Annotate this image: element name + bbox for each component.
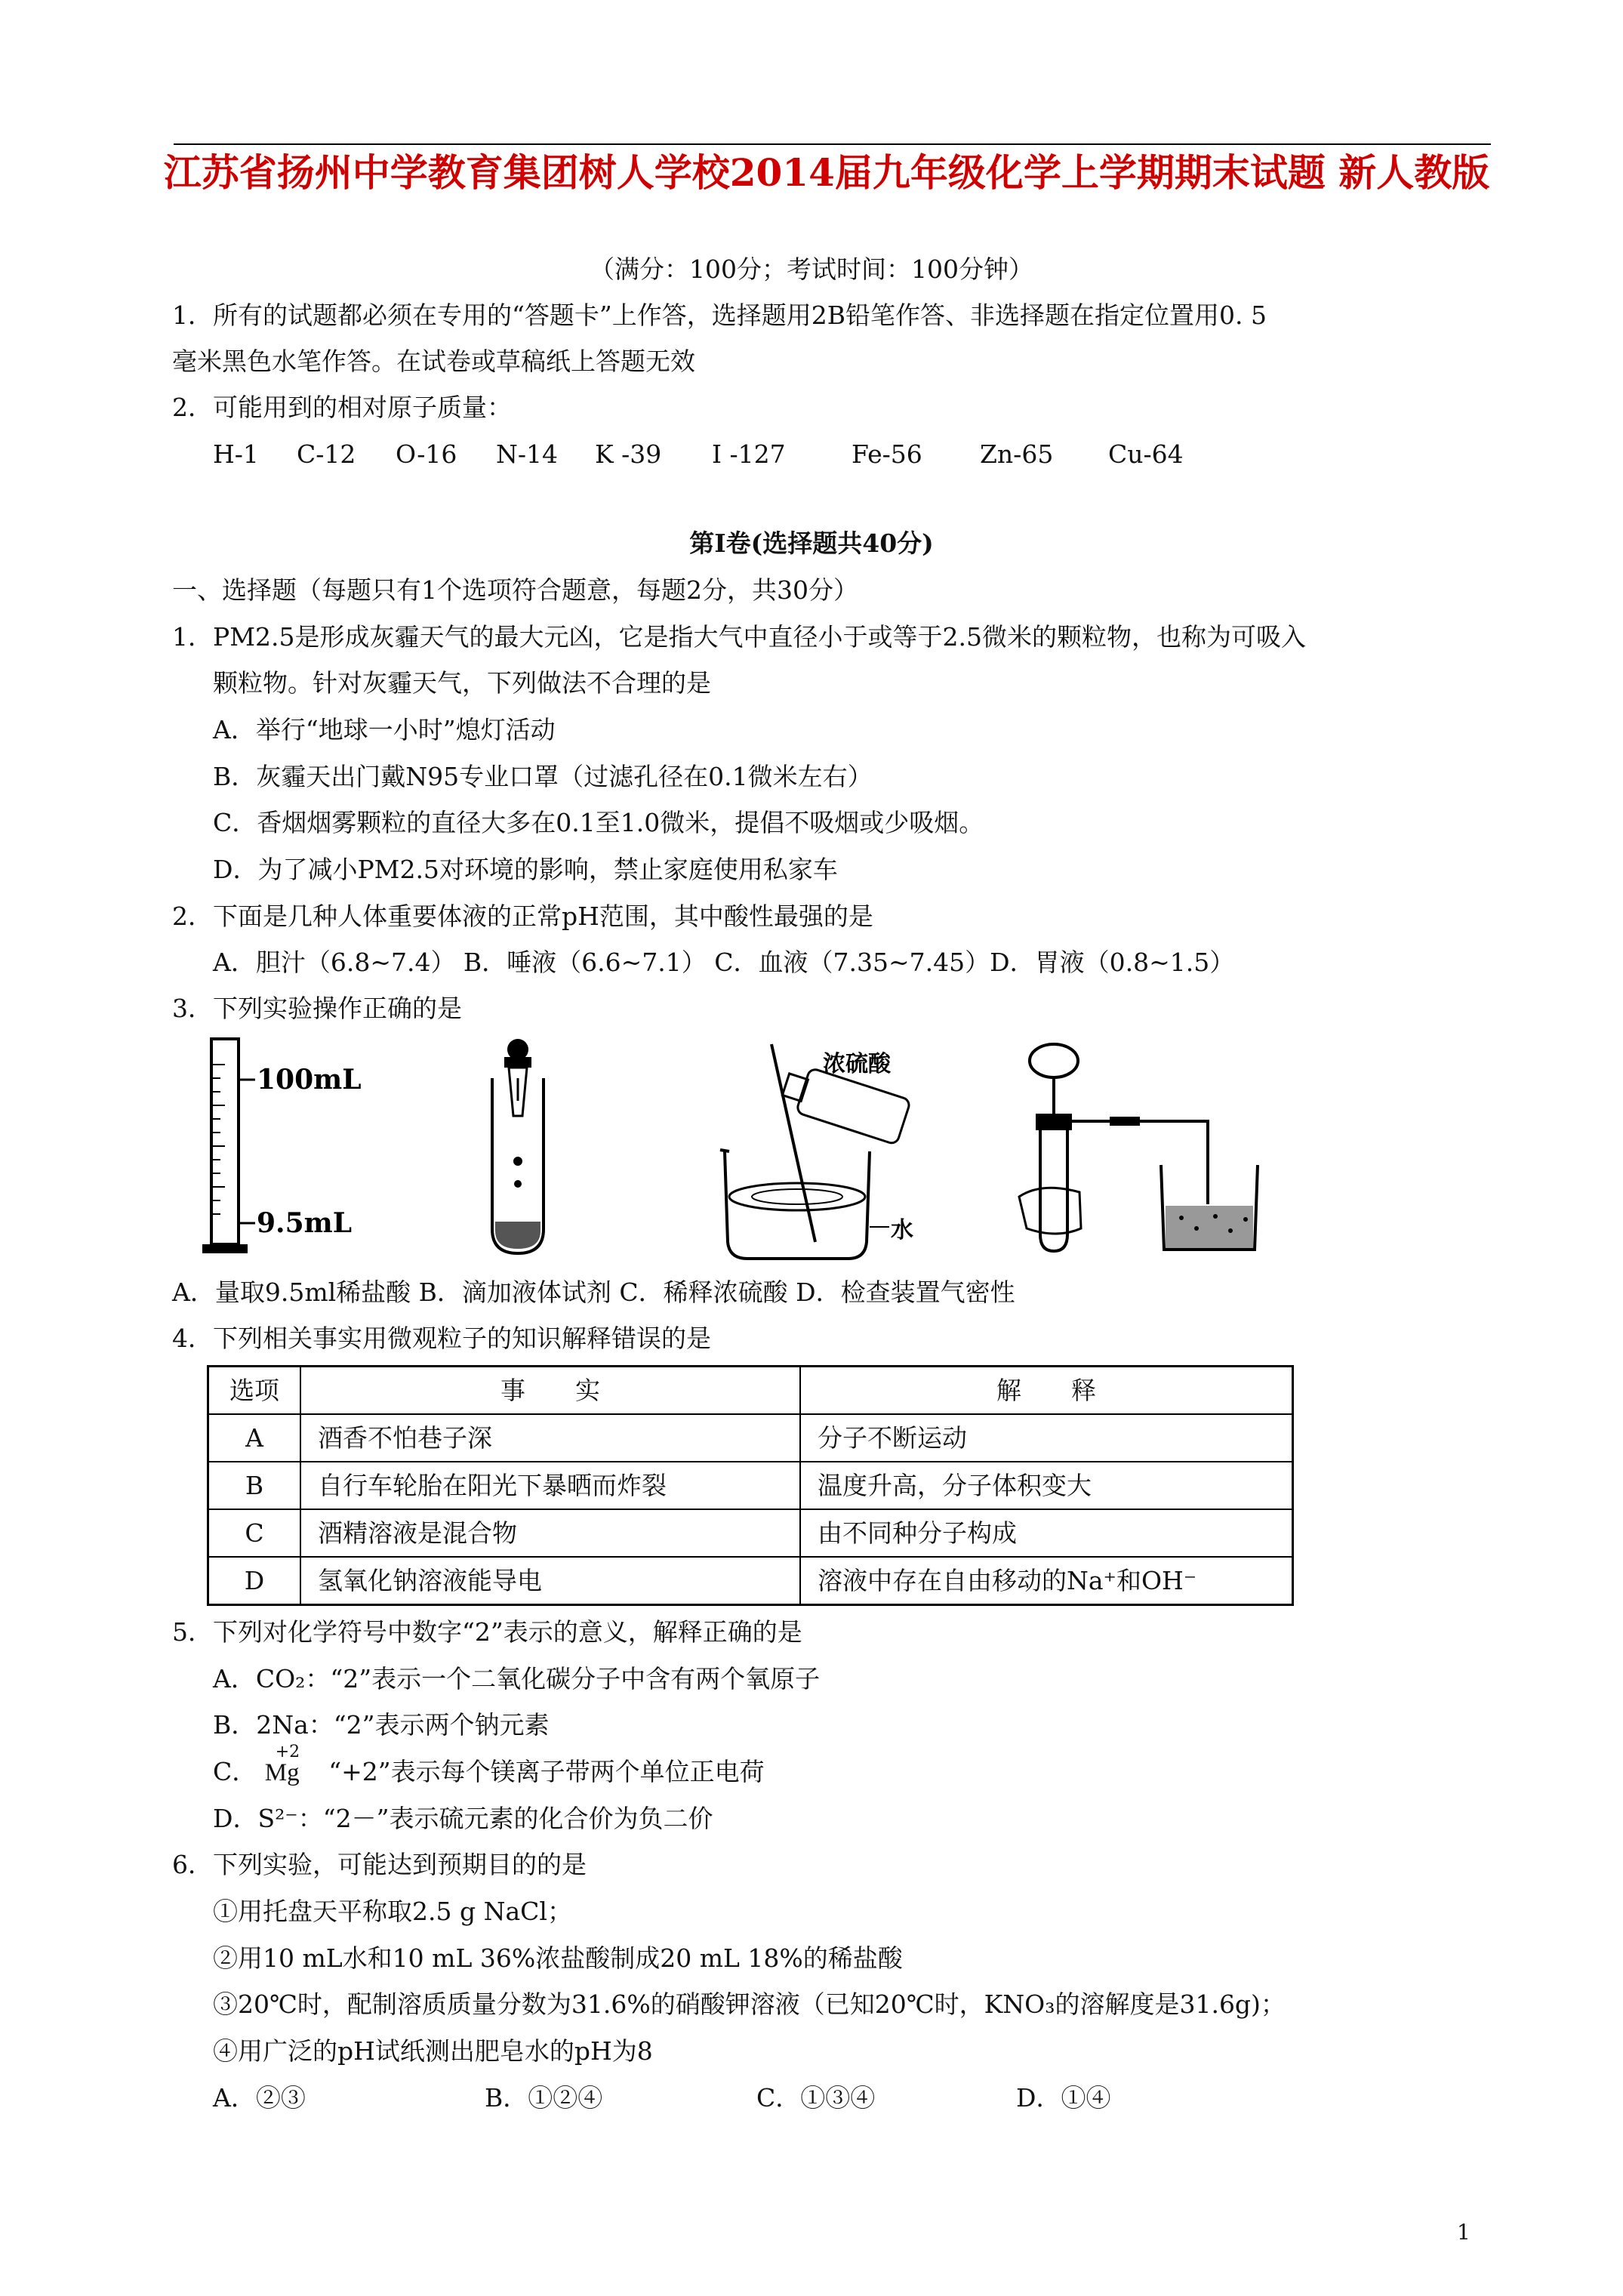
row-fact: 自行车轮胎在阳光下暴晒而炸裂: [300, 1462, 800, 1509]
mg-charge: +2: [275, 1743, 300, 1761]
q6-statement-2: ②用10 mL水和10 mL 36%浓盐酸制成20 mL 18%的稀盐酸: [213, 1943, 903, 1973]
q6-statement-3: ③20℃时，配制溶质质量分数为31.6%的硝酸钾溶液（已知20℃时，KNO₃的溶解度是31.6g)；: [213, 1989, 1286, 2019]
table-row: [208, 1414, 1293, 1462]
facts-table: [207, 1365, 1294, 1606]
atom-mass: H-1: [213, 439, 259, 469]
q5-option-b: B．2Na：“2”表示两个钠元素: [213, 1710, 550, 1740]
atom-mass: Fe-56: [852, 439, 922, 469]
instruction-1-line-1: 1．所有的试题都必须在专用的“答题卡”上作答，选择题用2B铅笔作答、非选择题在指定位置用0. 5: [172, 300, 1267, 330]
page-title: 江苏省扬州中学教育集团树人学校2014届九年级化学上学期期末试题 新人教版: [163, 150, 1490, 195]
row-option: D: [208, 1557, 301, 1605]
part1-heading: 一、选择题（每题只有1个选项符合题意，每题2分，共30分）: [172, 575, 858, 605]
row-explanation: 分子不断运动: [800, 1414, 1293, 1462]
label-water: 水: [891, 1217, 913, 1244]
header-rule: [174, 143, 1491, 145]
dilute-acid-figure: [710, 1038, 936, 1265]
atom-mass: C-12: [297, 439, 356, 469]
instruction-1-line-2: 毫米黑色水笔作答。在试卷或草稿纸上答题无效: [172, 347, 695, 376]
q6-stem: 6．下列实验，可能达到预期目的的是: [172, 1850, 587, 1879]
dropper-figure: [476, 1033, 589, 1259]
subtitle: （满分：100分；考试时间：100分钟）: [590, 254, 1033, 284]
row-fact: 氢氧化钠溶液能导电: [300, 1557, 800, 1605]
label-concentrated-acid: 浓硫酸: [823, 1051, 891, 1077]
q1-option-d: D．为了减小PM2.5对环境的影响，禁止家庭使用私家车: [213, 855, 838, 884]
q6-option-b: B．①②④: [485, 2083, 603, 2113]
q1-stem-line-2: 颗粒物。针对灰霾天气，下列做法不合理的是: [213, 668, 711, 698]
row-option: B: [208, 1462, 301, 1509]
airtightness-figure: [996, 1031, 1268, 1265]
atom-mass: K -39: [595, 439, 662, 469]
mg-ion-symbol: [264, 1743, 310, 1789]
atomic-masses: [213, 438, 1184, 471]
q2-options: A．胆汁（6.8~7.4） B．唾液（6.6~7.1） C．血液（7.35~7.45）D．胃液（0.8~1.5）: [213, 948, 1235, 977]
row-explanation: 温度升高，分子体积变大: [800, 1462, 1293, 1509]
q5-option-c-prefix: C．: [213, 1757, 257, 1786]
q6-option-a: A．②③: [213, 2083, 306, 2113]
header-fact: 事 实: [300, 1367, 800, 1415]
graduated-cylinder-figure: [195, 1034, 399, 1261]
q2-stem: 2．下面是几种人体重要体液的正常pH范围，其中酸性最强的是: [172, 901, 873, 931]
row-explanation: 由不同种分子构成: [800, 1509, 1293, 1557]
mg-symbol: Mg: [264, 1759, 300, 1786]
atom-mass: Zn-65: [980, 439, 1054, 469]
q6-statement-1: ①用托盘天平称取2.5 g NaCl；: [213, 1897, 572, 1926]
q1-stem-line-1: 1．PM2.5是形成灰霾天气的最大元凶，它是指大气中直径小于或等于2.5微米的颗粒物，也称为可吸入: [172, 622, 1306, 652]
q6-statement-4: ④用广泛的pH试纸测出肥皂水的pH为8: [213, 2036, 653, 2066]
q1-option-b: B．灰霾天出门戴N95专业口罩（过滤孔径在0.1微米左右）: [213, 762, 873, 791]
q5-option-c: [213, 1743, 765, 1789]
q5-stem: 5．下列对化学符号中数字“2”表示的意义，解释正确的是: [172, 1617, 802, 1647]
q5-option-a: A．CO₂：“2”表示一个二氧化碳分子中含有两个氧原子: [213, 1664, 821, 1693]
q6-option-d: D．①④: [1016, 2083, 1111, 2113]
q1-option-c: C．香烟烟雾颗粒的直径大多在0.1至1.0微米，提倡不吸烟或少吸烟。: [213, 808, 984, 837]
atom-mass: I -127: [712, 439, 786, 469]
atom-mass: Cu-64: [1108, 439, 1184, 469]
table-row: [208, 1509, 1293, 1557]
q3-stem: 3．下列实验操作正确的是: [172, 994, 462, 1023]
row-option: A: [208, 1414, 301, 1462]
page-number: 1: [1457, 2220, 1471, 2245]
q3-options: A．量取9.5ml稀盐酸 B．滴加液体试剂 C．稀释浓硫酸 D．检查装置气密性: [172, 1277, 1015, 1307]
row-explanation: 溶液中存在自由移动的Na⁺和OH⁻: [800, 1557, 1293, 1605]
instruction-2: 2．可能用到的相对原子质量：: [172, 393, 512, 422]
row-fact: 酒香不怕巷子深: [300, 1414, 800, 1462]
row-option: C: [208, 1509, 301, 1557]
table-row: [208, 1557, 1293, 1605]
row-fact: 酒精溶液是混合物: [300, 1509, 800, 1557]
header-explanation: 解 释: [800, 1367, 1293, 1415]
header-option: 选项: [208, 1367, 301, 1415]
label-100ml: 100mL: [257, 1064, 362, 1096]
q4-stem: 4．下列相关事实用微观粒子的知识解释错误的是: [172, 1324, 711, 1353]
label-9-5ml: 9.5mL: [257, 1207, 353, 1239]
q1-option-a: A．举行“地球一小时”熄灯活动: [213, 715, 556, 744]
table-header-row: [208, 1367, 1293, 1415]
q5-option-c-text: “+2”表示每个镁离子带两个单位正电荷: [328, 1757, 765, 1786]
section-title: 第Ⅰ卷(选择题共40分): [689, 529, 934, 558]
atom-mass: N-14: [496, 439, 559, 469]
table-row: [208, 1462, 1293, 1509]
q6-option-c: C．①③④: [756, 2083, 876, 2113]
atom-mass: O-16: [396, 439, 457, 469]
q5-option-d: D．S²⁻：“2－”表示硫元素的化合价为负二价: [213, 1804, 713, 1833]
